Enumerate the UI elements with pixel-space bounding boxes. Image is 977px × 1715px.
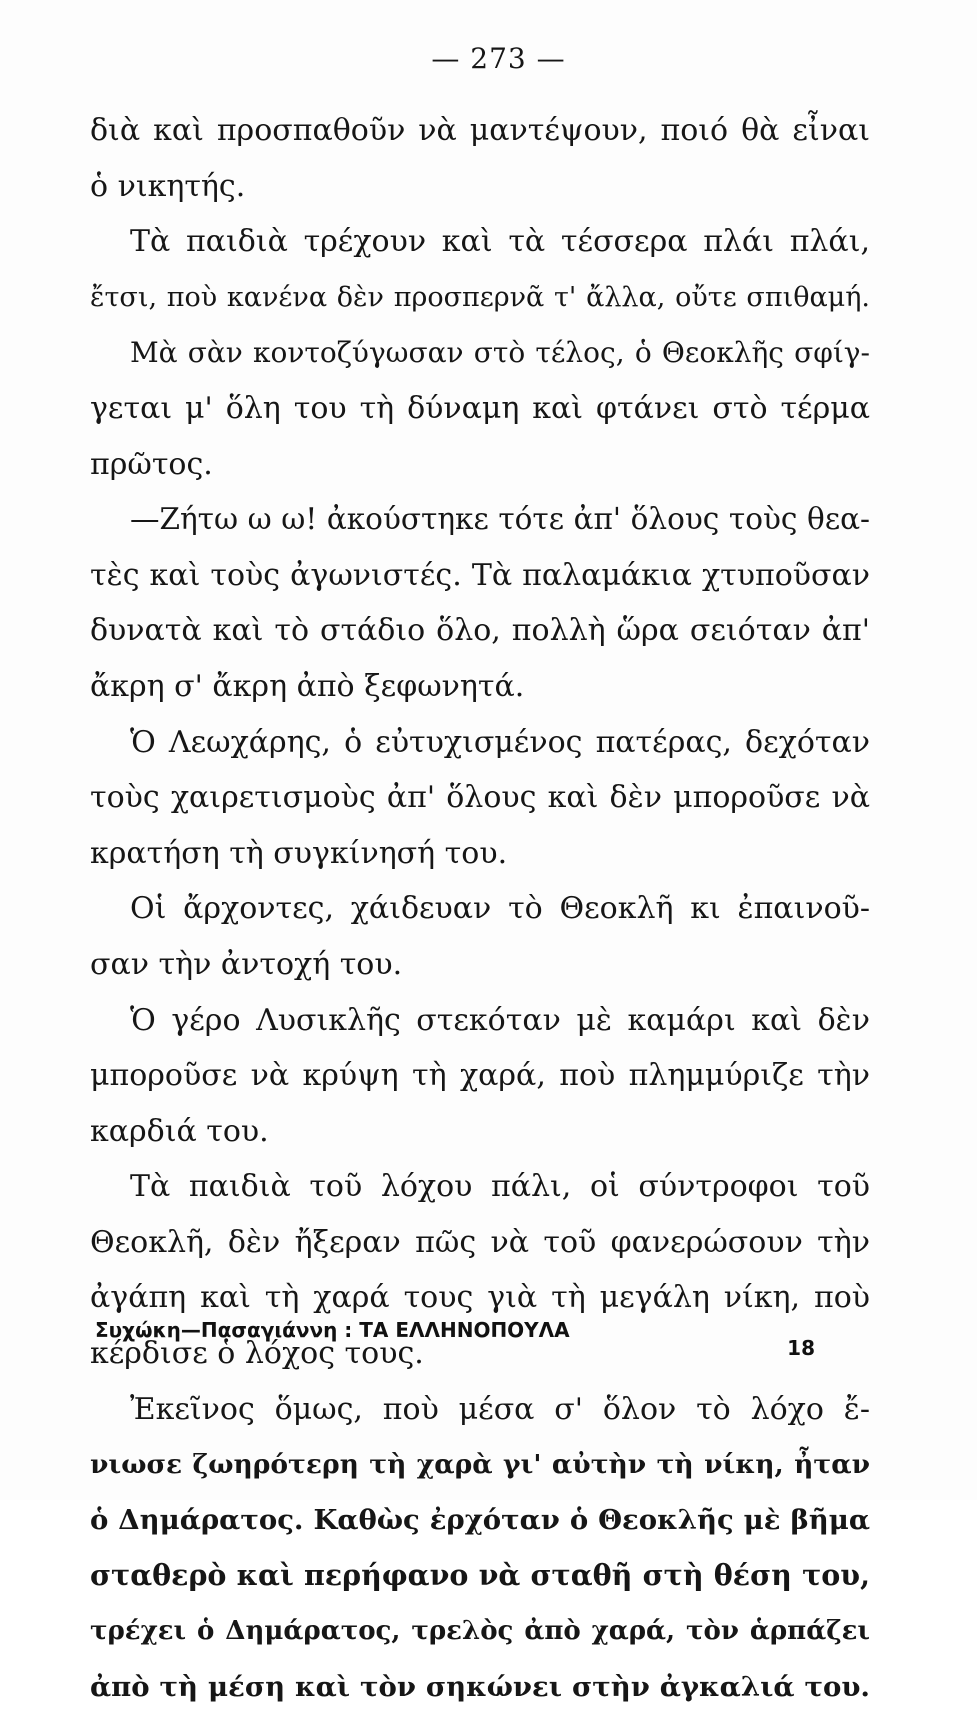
body-text: [90, 103, 870, 1715]
text-line: ἄκρη σ' ἄκρη ἀπὸ ξεφωνητά.: [90, 668, 525, 704]
text-line: ἀγάπη καὶ τὴ χαρά τους γιὰ τὴ μεγάλη νίκη, ποὺ: [90, 1280, 870, 1316]
text-line: μποροῦσε νὰ κρύψη τὴ χαρά, ποὺ πλημμύριζε τὴν: [90, 1058, 870, 1094]
text-line: Οἱ ἄρχοντες, χάιδευαν τὸ Θεοκλῆ κι ἐπαινοῦ-: [130, 891, 870, 927]
text-line: δυνατὰ καὶ τὸ στάδιο ὅλο, πολλὴ ὥρα σειόταν ἀπ': [90, 613, 870, 649]
text-line: Τὰ παιδιὰ τοῦ λόχου πάλι, οἱ σύντροφοι τοῦ: [130, 1169, 870, 1205]
text-line: τοὺς χαιρετισμοὺς ἀπ' ὅλους καὶ δὲν μποροῦσε νὰ: [90, 780, 870, 816]
text-line: καρδιά του.: [90, 1113, 269, 1149]
text-line: νιωσε ζωηρότερη τὴ χαρὰ γι' αὐτὴν τὴ νίκη, ἦταν: [90, 1449, 870, 1481]
text-line: κέρδισε ὁ λόχος τους.: [90, 1336, 424, 1372]
text-line: γεται μ' ὅλη του τὴ δύναμη καὶ φτάνει στὸ τέρμα: [90, 390, 870, 426]
text-line: ἔτσι, ποὺ κανένα δὲν προσπερνᾶ τ' ἄλλα, οὔτε σπιθαμή.: [90, 281, 870, 313]
text-line: πρῶτος.: [90, 446, 213, 482]
text-line: σταθερὸ καὶ περήφανο νὰ σταθῆ στὴ θέση του,: [90, 1558, 870, 1593]
text-line: Ἐκεῖνος ὅμως, ποὺ μέσα σ' ὅλον τὸ λόχο ἔ-: [130, 1391, 870, 1427]
text-line: τρέχει ὁ Δημάρατος, τρελὸς ἀπὸ χαρά, τὸν ἁρπάζει: [90, 1616, 870, 1647]
signature-mark: 18: [787, 1336, 815, 1360]
text-line: ὁ Δημάρατος. Καθὼς ἐρχόταν ὁ Θεοκλῆς μὲ βῆμα: [90, 1503, 870, 1536]
text-line: τὲς καὶ τοὺς ἀγωνιστές. Τὰ παλαμάκια χτυποῦσαν: [90, 557, 870, 593]
text-line: —Ζήτω ω ω! ἀκούστηκε τότε ἀπ' ὅλους τοὺς θεα-: [130, 502, 870, 537]
book-credit: Συχώκη—Πασαγιάννη : ΤΑ ΕΛΛΗΝΟΠΟΥΛΑ: [95, 1318, 570, 1342]
text-line: Ὁ Λεωχάρης, ὁ εὐτυχισμένος πατέρας, δεχόταν: [130, 724, 870, 760]
text-line: Ὁ γέρο Λυσικλῆς στεκόταν μὲ καμάρι καὶ δὲν: [130, 1002, 870, 1038]
text-line: Μὰ σὰν κοντοζύγωσαν στὸ τέλος, ὁ Θεοκλῆς σφίγ-: [130, 336, 870, 370]
text-line: κρατήση τὴ συγκίνησή του.: [90, 835, 508, 871]
text-line: σαν τὴν ἀντοχή του.: [90, 946, 403, 982]
text-line: Τὰ παιδιὰ τρέχουν καὶ τὰ τέσσερα πλάι πλάι,: [130, 224, 870, 260]
text-line: ἀπὸ τὴ μέση καὶ τὸν σηκώνει στὴν ἀγκαλιά του.: [90, 1670, 870, 1703]
text-line: διὰ καὶ προσπαθοῦν νὰ μαντέψουν, ποιό θὰ εἶναι: [90, 113, 870, 148]
page-number: — 273 —: [431, 42, 566, 75]
text-line: Θεοκλῆ, δὲν ἤξεραν πῶς νὰ τοῦ φανερώσουν τὴν: [90, 1224, 870, 1260]
text-line: ὁ νικητής.: [90, 168, 246, 204]
